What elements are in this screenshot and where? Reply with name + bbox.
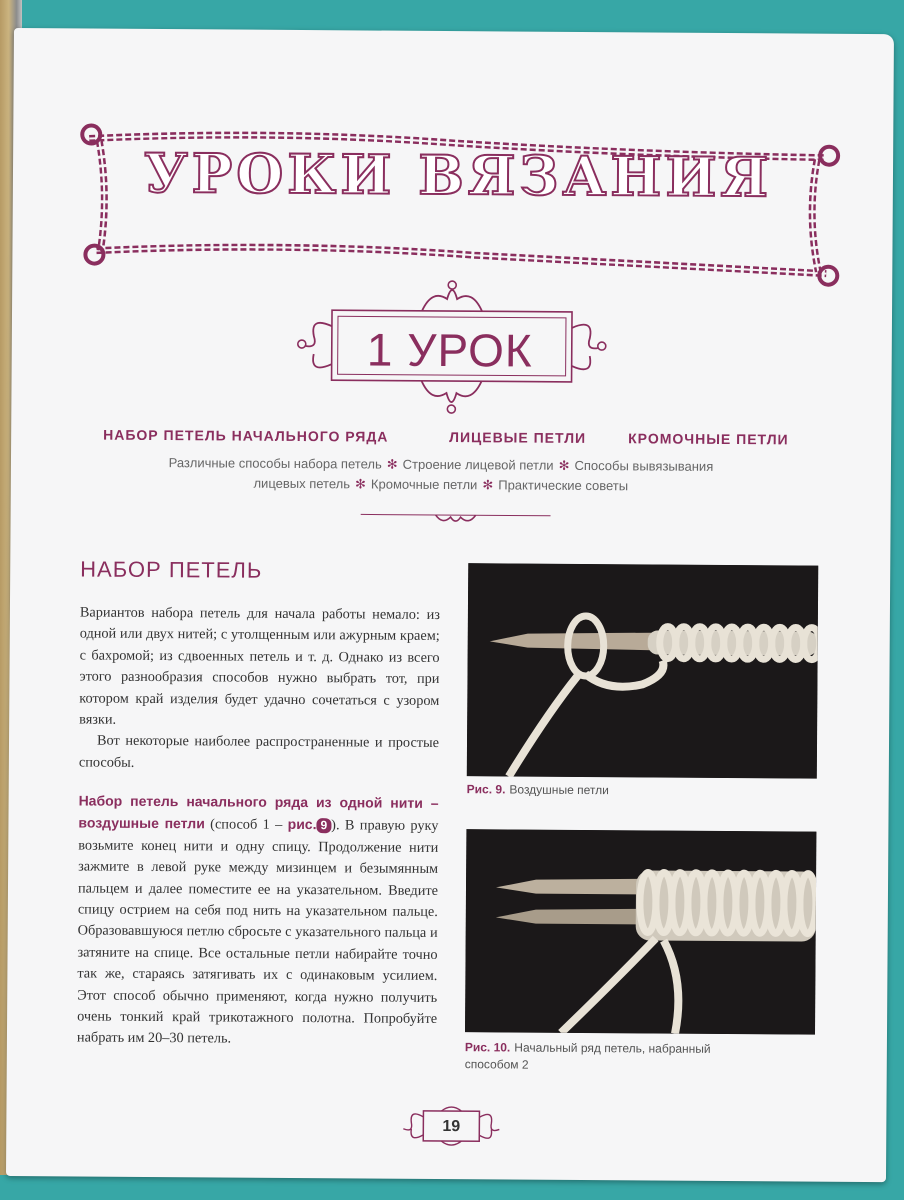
- knitting-row-image: [465, 829, 816, 1034]
- intro-text: [79, 602, 440, 776]
- figure-9-label: Рис. 9.: [466, 782, 506, 797]
- subtopic: Различные способы набора петель: [168, 455, 382, 472]
- page-number: 19: [442, 1118, 461, 1136]
- subtopic: Кромочные петли: [370, 476, 478, 493]
- method-body: В правую руку возьмите конец нити и одну спицу. Продолжение нити зажмите в левой руке между мизинцем и безымянным пальцем и далее поместите ее на указательном. Введите спицу острием на себя под нить на указательном пальце. Образовавшуюся петлю сбросьте с указательного пальца и затяните на спице. Все остальные петли набирайте точно так же, стараясь затягивать их с одинаковым усилием. Этот способ обычно применяют, когда нужно получить очень тонкий край трикотажного полотна. Попробуйте набрать им 20–30 петель.: [76, 817, 439, 1048]
- subtopics-line-2: [91, 475, 791, 496]
- star-separator: ✻: [482, 477, 494, 493]
- subtopic: Строение лицевой петли: [402, 456, 554, 473]
- figure-ref-label: рис.: [287, 816, 317, 833]
- method-text: [77, 790, 439, 1051]
- figure-10-text: Начальный ряд петель, набранный способом 2: [464, 1040, 711, 1072]
- method-lead: Набор петель начального ряда из одной нити – воздушные петли: [78, 792, 439, 832]
- subtopic: Практические советы: [498, 477, 629, 494]
- figure-10-caption: [465, 1039, 765, 1075]
- topic-cast-on: НАБОР ПЕТЕЛЬ НАЧАЛЬНОГО РЯДА: [103, 426, 389, 445]
- topic-knit-stitches: ЛИЦЕВЫЕ ПЕТЛИ: [449, 429, 587, 447]
- star-separator: ✻: [354, 476, 367, 492]
- star-separator: ✻: [558, 457, 570, 473]
- method-paren-close: ).: [331, 817, 345, 834]
- figure-9-photo: [467, 563, 818, 778]
- subtopics-line-1: [91, 455, 791, 476]
- figure-10-photo: [465, 829, 816, 1034]
- paragraph-1: Вариантов набора петель для начала работы немало: из одной или двух нитей; с утолщенным или ажурным краем; с бахромой; из сдвоенных петель и т. д. Однако из всего этого разнообразия способов нужно выбрать тот, при котором край изделия будет удачно сочетаться с узором вязки.: [79, 604, 440, 728]
- method-paren-open: (способ 1 –: [204, 816, 288, 834]
- star-separator: ✻: [386, 456, 398, 472]
- figure-9-text: Воздушные петли: [509, 782, 609, 798]
- figure-9-caption: [467, 781, 817, 800]
- section-title: НАБОР ПЕТЕЛЬ: [80, 556, 263, 583]
- lesson-title: 1 УРОК: [366, 323, 533, 377]
- subtopic: Способы вывязывания: [574, 457, 714, 474]
- knitting-chain-image: [467, 563, 818, 778]
- figure-ref-badge[interactable]: 9: [316, 819, 331, 834]
- subtopic: лицевых петель: [253, 475, 351, 492]
- figure-10-label: Рис. 10.: [464, 1040, 511, 1055]
- paragraph-2: Вот некоторые наиболее распространенные и простые способы.: [78, 733, 440, 771]
- topic-edge-stitches: КРОМОЧНЫЕ ПЕТЛИ: [628, 430, 789, 448]
- book-page: [6, 28, 894, 1182]
- banner-title: УРОКИ ВЯЗАНИЯ: [143, 140, 773, 210]
- divider-ornament: [361, 506, 551, 527]
